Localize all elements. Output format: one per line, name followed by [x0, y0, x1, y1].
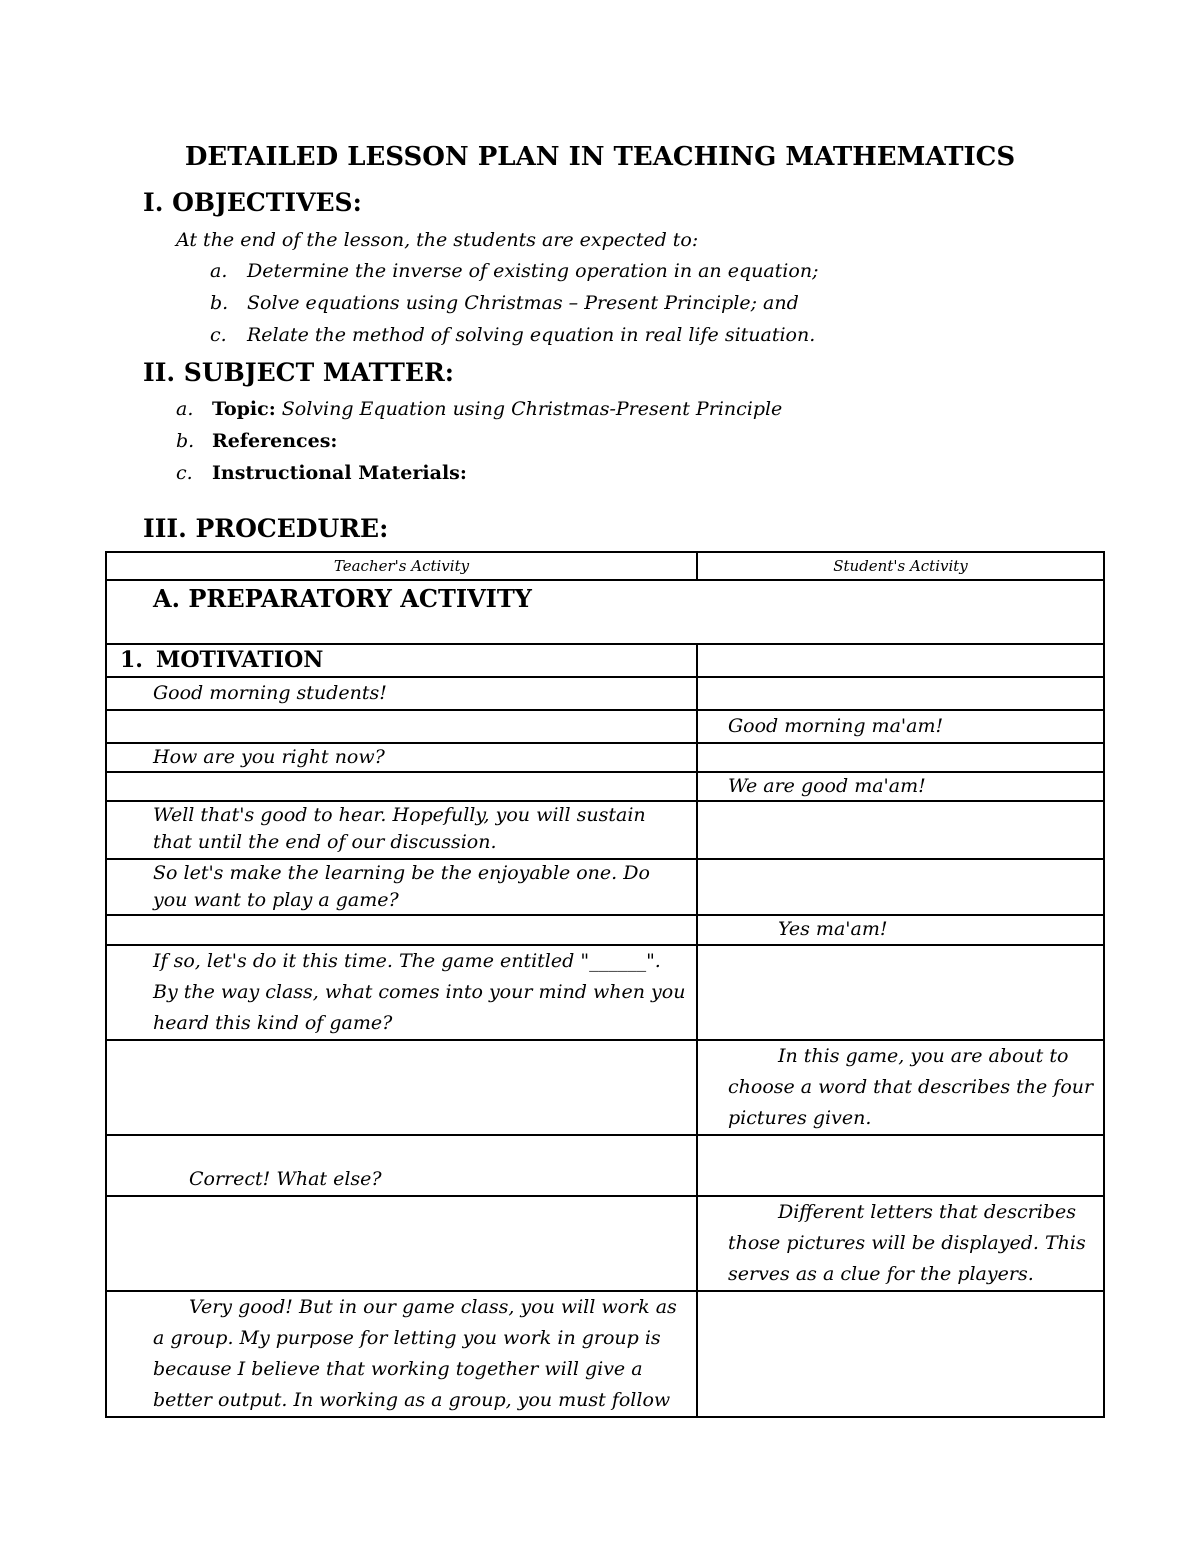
subject-marker: c.	[176, 462, 193, 484]
motivation-title	[107, 645, 696, 675]
table-row	[106, 801, 1104, 859]
teacher-activity: How are you right now?	[153, 746, 385, 768]
subject-marker: a.	[176, 398, 194, 420]
subject-value: Solving Equation using Christmas-Present Principle	[275, 398, 783, 420]
student-cell	[697, 677, 1104, 710]
subject-label: References:	[212, 430, 338, 452]
table-row	[106, 1196, 1104, 1291]
teacher-cell	[106, 710, 697, 743]
section-row	[106, 580, 1104, 644]
table-row	[106, 915, 1104, 945]
objective-marker: b.	[210, 292, 229, 314]
teacher-activity: Well that's good to hear. Hopefully, you will sustain that until the end of our discussion.	[153, 804, 646, 853]
student-cell	[697, 1291, 1104, 1417]
table-row	[106, 710, 1104, 743]
teacher-cell	[106, 801, 697, 859]
objective-marker: c.	[210, 324, 227, 346]
student-activity-text: In this game, you are about to choose a word that describes the four pictures given.	[728, 1045, 1094, 1129]
teacher-cell	[106, 945, 697, 1040]
student-activity: Good morning ma'am!	[728, 715, 944, 737]
objective-item: Relate the method of solving equation in real life situation.	[247, 324, 816, 346]
student-activity	[698, 1041, 1103, 1134]
subject-marker: b.	[176, 430, 195, 452]
teacher-cell	[106, 772, 697, 801]
table-row	[106, 1291, 1104, 1417]
teacher-cell	[106, 1040, 697, 1135]
procedure-table	[105, 551, 1105, 1418]
table-row	[106, 1040, 1104, 1135]
student-cell	[697, 772, 1104, 801]
motivation-number: 1.	[120, 647, 143, 673]
subject-topic	[212, 398, 782, 420]
motivation-row	[106, 644, 1104, 677]
teacher-activity-text: Very good! But in our game class, you will work as a group. My purpose for letting you work in group is because I believe that working together will give a better output. In working as a group, you must follow	[153, 1296, 677, 1411]
document-title: DETAILED LESSON PLAN IN TEACHING MATHEMATICS	[184, 142, 1016, 172]
student-cell	[697, 915, 1104, 945]
table-header-row	[106, 552, 1104, 580]
teacher-column-header: Teacher's Activity	[106, 552, 697, 580]
student-cell	[697, 743, 1104, 772]
procedure-heading: III. PROCEDURE:	[143, 514, 389, 543]
objectives-heading: I. OBJECTIVES:	[143, 188, 362, 217]
student-cell	[697, 945, 1104, 1040]
student-cell	[697, 801, 1104, 859]
teacher-cell	[106, 743, 697, 772]
student-cell	[697, 1196, 1104, 1291]
subject-label: Topic:	[212, 398, 276, 420]
teacher-cell	[106, 915, 697, 945]
table-row	[106, 772, 1104, 801]
teacher-activity	[107, 1292, 696, 1416]
student-activity	[698, 916, 1103, 943]
table-cell	[697, 644, 1104, 677]
student-activity	[698, 1197, 1103, 1290]
table-row	[106, 1135, 1104, 1196]
student-cell	[697, 859, 1104, 915]
teacher-activity: Good morning students!	[153, 682, 387, 704]
student-cell	[697, 1040, 1104, 1135]
teacher-cell	[106, 1135, 697, 1196]
teacher-cell	[106, 1291, 697, 1417]
teacher-cell	[106, 1196, 697, 1291]
student-activity: We are good ma'am!	[728, 775, 926, 797]
objective-marker: a.	[210, 260, 228, 282]
objectives-intro: At the end of the lesson, the students are expected to:	[176, 229, 699, 251]
student-activity-text: Different letters that describes those pictures will be displayed. This serves as a clue for the players.	[728, 1201, 1086, 1285]
subject-matter-heading: II. SUBJECT MATTER:	[143, 358, 454, 387]
teacher-activity: So let's make the learning be the enjoyable one. Do you want to play a game?	[153, 862, 650, 911]
section-cell	[106, 580, 1104, 644]
teacher-cell	[106, 859, 697, 915]
objective-item: Solve equations using Christmas – Present Principle; and	[247, 292, 799, 314]
student-cell	[697, 1135, 1104, 1196]
student-activity-text: Yes ma'am!	[778, 918, 888, 940]
objective-item: Determine the inverse of existing operation in an equation;	[247, 260, 819, 282]
table-row	[106, 743, 1104, 772]
student-cell	[697, 710, 1104, 743]
teacher-cell	[106, 677, 697, 710]
motivation-label: MOTIVATION	[156, 647, 324, 673]
teacher-activity: If so, let's do it this time. The game entitled "______". By the way class, what comes into your mind when you heard this kind of game?	[153, 950, 686, 1034]
teacher-activity: Correct! What else?	[189, 1168, 382, 1190]
student-column-header: Student's Activity	[697, 552, 1104, 580]
section-title: A. PREPARATORY ACTIVITY	[153, 584, 532, 613]
subject-label: Instructional Materials:	[212, 462, 467, 484]
table-row	[106, 859, 1104, 915]
table-row	[106, 945, 1104, 1040]
table-row	[106, 677, 1104, 710]
table-cell	[106, 644, 697, 677]
